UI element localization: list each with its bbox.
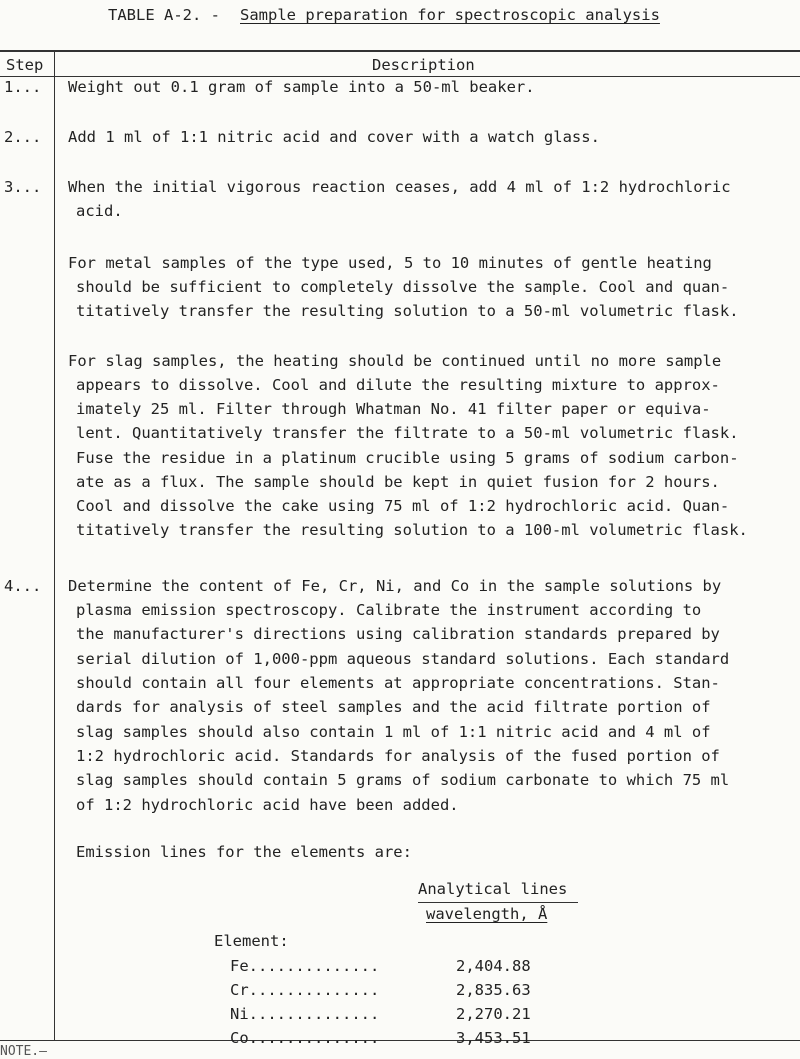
step-text: serial dilution of 1,000-ppm aqueous standard solutions. Each standard [76, 650, 730, 668]
element-name: Cr.............. [230, 981, 380, 999]
wavelength-value: 2,835.63 [456, 981, 531, 999]
paragraph-line: Fuse the residue in a platinum crucible using 5 grams of sodium carbon- [76, 449, 739, 467]
step-text: should contain all four elements at appropriate concentrations. Stan- [76, 674, 720, 692]
paragraph-line: lent. Quantitatively transfer the filtrate to a 50-ml volumetric flask. [76, 424, 739, 442]
column-divider [54, 50, 55, 1040]
paragraph-line: appears to dissolve. Cool and dilute the resulting mixture to approx- [76, 376, 720, 394]
element-name: Co.............. [230, 1029, 380, 1047]
step-text: 1:2 hydrochloric acid. Standards for analysis of the fused portion of [76, 747, 720, 765]
table-title: Sample preparation for spectroscopic analysis [240, 6, 660, 24]
wavelength-value: 2,404.88 [456, 957, 531, 975]
column-header-rule [418, 902, 578, 903]
step-text: slag samples should contain 5 grams of sodium carbonate to which 75 ml [76, 771, 730, 789]
header-description: Description [372, 56, 475, 74]
step-text: When the initial vigorous reaction ceases, add 4 ml of 1:2 hydrochloric [68, 178, 731, 196]
column-header-unit-text: wavelength, Å [426, 905, 548, 923]
step-text: plasma emission spectroscopy. Calibrate the instrument according to [76, 601, 702, 619]
step-number: 3... [4, 178, 42, 196]
column-header-unit [426, 905, 547, 923]
paragraph-line: Cool and dissolve the cake using 75 ml of 1:2 hydrochloric acid. Quan- [76, 497, 730, 515]
step-text: of 1:2 hydrochloric acid have been added. [76, 796, 459, 814]
element-name: Fe.............. [230, 957, 380, 975]
step-text: dards for analysis of steel samples and the acid filtrate portion of [76, 698, 711, 716]
top-rule [0, 50, 800, 52]
element-name: Ni.............. [230, 1005, 380, 1023]
element-label: Element: [214, 932, 289, 950]
step-number: 1... [4, 78, 42, 96]
step-text: Weight out 0.1 gram of sample into a 50-ml beaker. [68, 78, 535, 96]
step-text: Determine the content of Fe, Cr, Ni, and Co in the sample solutions by [68, 577, 722, 595]
paragraph-line: For metal samples of the type used, 5 to 10 minutes of gentle heating [68, 254, 712, 272]
emission-intro: Emission lines for the elements are: [76, 843, 412, 861]
step-text: the manufacturer's directions using calibration standards prepared by [76, 625, 720, 643]
wavelength-value: 2,270.21 [456, 1005, 531, 1023]
header-rule [0, 76, 800, 77]
step-text: slag samples should also contain 1 ml of 1:1 nitric acid and 4 ml of [76, 723, 711, 741]
table-label: TABLE A-2. - [108, 6, 220, 24]
paragraph-line: should be sufficient to completely dissolve the sample. Cool and quan- [76, 278, 730, 296]
step-number: 2... [4, 128, 42, 146]
paragraph-line: titatively transfer the resulting solution to a 50-ml volumetric flask. [76, 302, 739, 320]
paragraph-line: imately 25 ml. Filter through Whatman No. 41 filter paper or equiva- [76, 400, 711, 418]
column-header: Analytical lines [418, 880, 568, 898]
bottom-rule [0, 1040, 800, 1041]
step-number: 4... [4, 577, 42, 595]
header-step: Step [6, 56, 44, 74]
paragraph-line: For slag samples, the heating should be continued until no more sample [68, 352, 722, 370]
step-text: acid. [76, 202, 123, 220]
step-text: Add 1 ml of 1:1 nitric acid and cover with a watch glass. [68, 128, 600, 146]
wavelength-value: 3,453.51 [456, 1029, 531, 1047]
paragraph-line: titatively transfer the resulting solution to a 100-ml volumetric flask. [76, 521, 748, 539]
footnote: NOTE.— [0, 1044, 47, 1059]
paragraph-line: ate as a flux. The sample should be kept in quiet fusion for 2 hours. [76, 473, 720, 491]
